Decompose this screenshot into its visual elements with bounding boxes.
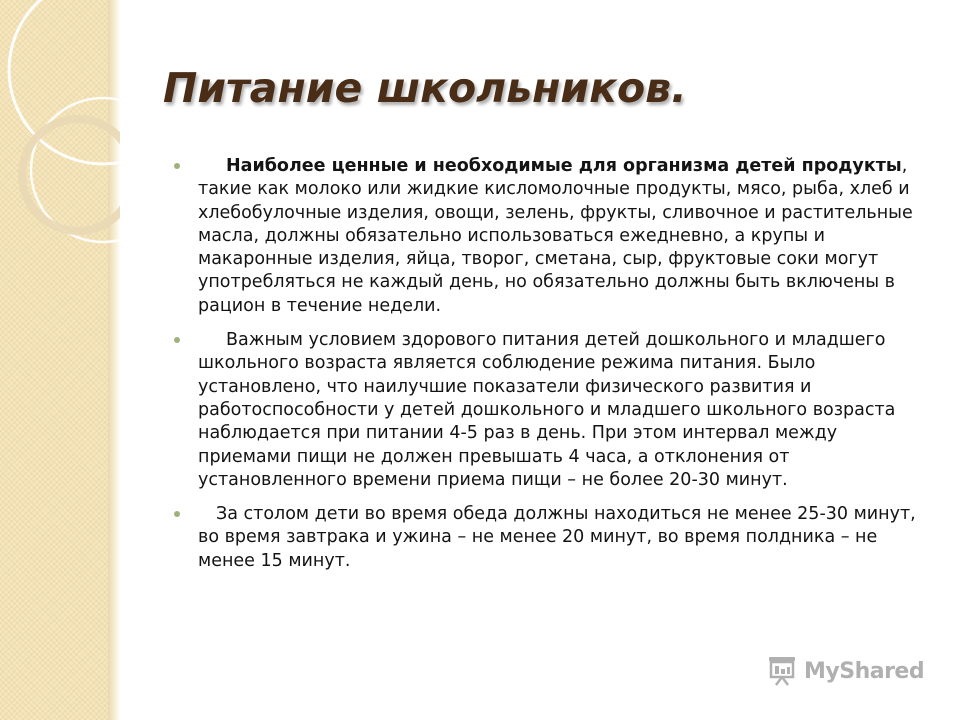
watermark-text: MyShared [804,658,925,684]
bullet-dot-icon [174,337,180,343]
bullet-text: , такие как молоко или жидкие кисломолочные продукты, мясо, рыба, хлеб и хлебобулочные изделия, овощи, зелень, фрукты, сливочное и растительные масла, должны обязательно использоваться ежедневно, а крупы и макаронные изделия, яйца, творог, сметана, сыр, фруктовые соки могут употребляться не каждый день, но обязательно должны быть включены в рацион в течение недели. [198,156,913,316]
bullet-text: Важным условием здорового питания детей дошкольного и младшего школьного возраста является соблюдение режима питания. Было установлено, что наилучшие показатели физического развития и работоспособности у детей дошкольного и младшего школьного возраста наблюдается при питании 4-5 раз в день. При этом интервал между приемами пищи не должен превышать 4 часа, а отклонения от установленного времени приема пищи – не более 20-30 минут. [198,330,896,490]
bullet-text: За столом дети во время обеда должны находиться не менее 25-30 минут, во время завтрака и ужина – не менее 20 минут, во время полдника – не менее 15 минут. [198,504,916,571]
slide-title: Питание школьников. [163,64,687,112]
bullet-dot-icon [174,163,180,169]
bullet-item-products [198,155,926,318]
myshared-watermark [766,656,924,686]
bullet-item-meal-duration [198,503,926,573]
decorative-rings [0,0,120,720]
bullet-bold-lead: Наиболее ценные и необходимые для организма детей продукты [226,156,902,176]
bullet-dot-icon [174,511,180,517]
deco-ring-large [9,0,120,164]
bullet-item-regime [198,329,926,492]
presentation-board-icon [766,656,798,686]
bullet-list [198,155,926,584]
deco-ring-shaded [22,119,120,231]
